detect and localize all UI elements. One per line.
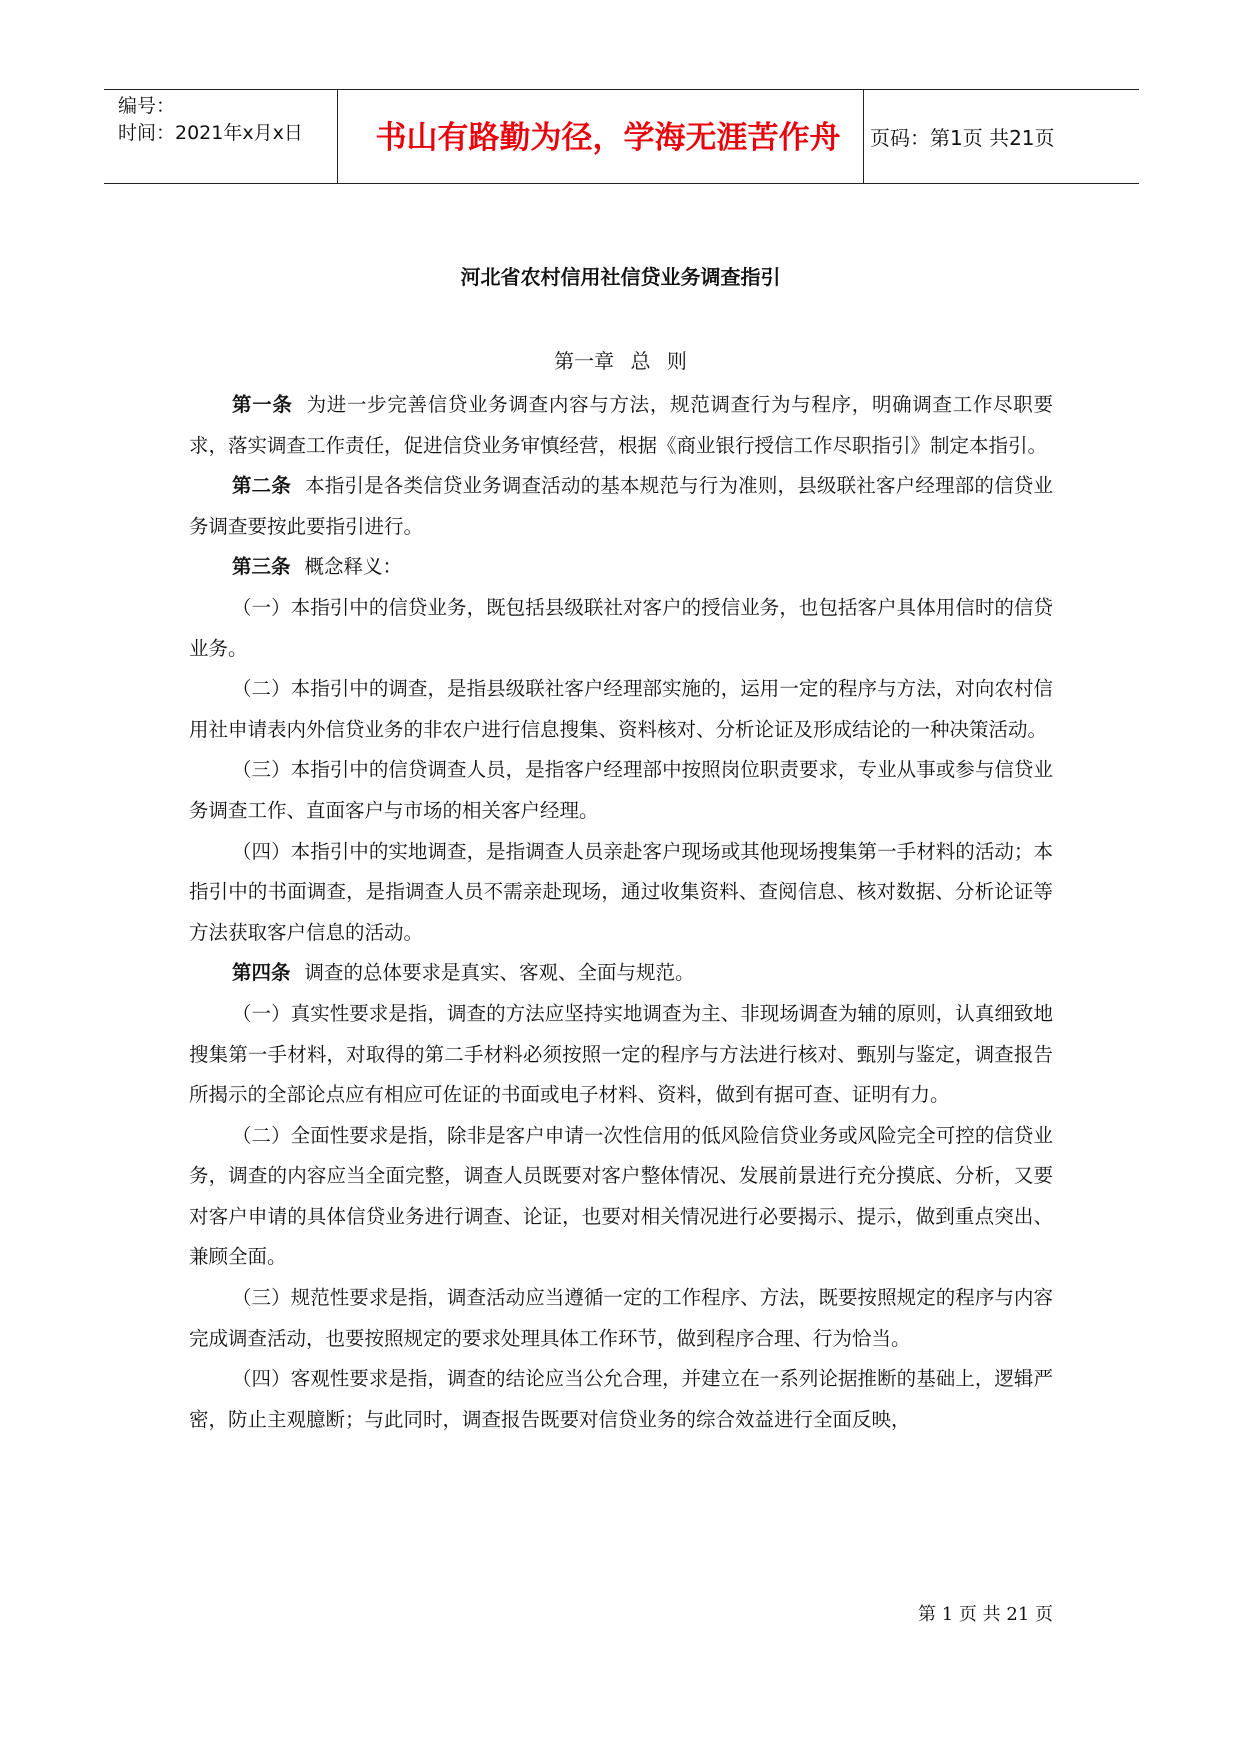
document-title: 河北省农村信用社信贷业务调查指引 — [460, 265, 781, 289]
header-motto: 书山有路勤为径，学海无涯苦作舟 — [375, 120, 841, 156]
paragraph-text: （二）全面性要求是指，除非是客户申请一次性信用的低风险信贷业务或风险完全可控的信贷业务，调查的内容应当全面完整，调查人员既要对客户整体情况、发展前景进行充分摸底、分析，又要对客户申请的具体信贷业务进行调查、论证，也要对相关情况进行必要揭示、提示，做到重点突出、兼顾全面。 — [189, 1123, 1053, 1269]
paragraph-text: 概念释义： — [304, 555, 403, 579]
paragraph — [189, 385, 1053, 466]
paragraph — [189, 588, 1053, 669]
article-number: 第四条 — [232, 961, 291, 985]
paragraph-text: （四）客观性要求是指，调查的结论应当公允合理，并建立在一系列论据推断的基础上，逻辑严密，防止主观臆断；与此同时，调查报告既要对信贷业务的综合效益进行全面反映， — [189, 1367, 1053, 1431]
header-divider — [863, 90, 864, 183]
paragraph — [189, 1359, 1053, 1440]
header-meta — [118, 93, 303, 147]
document-time: 时间：2021年x月x日 — [118, 122, 303, 144]
paragraph-text: 调查的总体要求是真实、客观、全面与规范。 — [304, 961, 695, 985]
paragraph-text: （一）本指引中的信贷业务，既包括县级联社对客户的授信业务，也包括客户具体用信时的信贷业务。 — [189, 595, 1053, 660]
chapter-heading: 第一章 总 则 — [554, 349, 687, 373]
paragraph-text: （三）规范性要求是指，调查活动应当遵循一定的工作程序、方法，既要按照规定的程序与内容完成调查活动，也要按照规定的要求处理具体工作环节，做到程序合理、行为恰当。 — [189, 1286, 1053, 1350]
paragraph-text: （一）真实性要求是指，调查的方法应坚持实地调查为主、非现场调查为辅的原则，认真细致地搜集第一手材料，对取得的第二手材料必须按照一定的程序与方法进行核对、甄别与鉴定，调查报告所揭示的全部论点应有相应可佐证的书面或电子材料、资料，做到有据可查、证明有力。 — [189, 1001, 1053, 1107]
paragraph-text: 为进一步完善信贷业务调查内容与方法，规范调查行为与程序，明确调查工作尽职要求，落实调查工作责任，促进信贷业务审慎经营，根据《商业银行授信工作尽职指引》制定本指引。 — [189, 393, 1053, 457]
paragraph — [189, 1116, 1053, 1278]
header-page-number: 页码：第1页 共21页 — [870, 126, 1055, 150]
paragraph — [189, 953, 1053, 994]
paragraph — [189, 669, 1053, 750]
header-divider — [337, 90, 338, 183]
paragraph — [189, 994, 1053, 1116]
article-number: 第一条 — [232, 393, 293, 416]
page-header — [104, 89, 1139, 184]
paragraph — [189, 750, 1053, 831]
document-body — [189, 385, 1053, 1440]
article-number: 第二条 — [232, 474, 292, 498]
paragraph-text: （四）本指引中的实地调查，是指调查人员亲赴客户现场或其他现场搜集第一手材料的活动；本指引中的书面调查，是指调查人员不需亲赴现场，通过收集资料、查阅信息、核对数据、分析论证等方法获取客户信息的活动。 — [189, 839, 1053, 944]
paragraph — [189, 547, 1053, 588]
paragraph — [189, 1278, 1053, 1359]
page-footer: 第 1 页 共 21 页 — [918, 1604, 1053, 1625]
paragraph-text: （三）本指引中的信贷调查人员，是指客户经理部中按照岗位职责要求，专业从事或参与信贷业务调查工作、直面客户与市场的相关客户经理。 — [189, 758, 1053, 822]
paragraph-text: （二）本指引中的调查，是指县级联社客户经理部实施的，运用一定的程序与方法，对向农村信用社申请表内外信贷业务的非农户进行信息搜集、资料核对、分析论证及形成结论的一种决策活动。 — [189, 677, 1053, 741]
paragraph — [189, 832, 1053, 954]
article-number: 第三条 — [232, 555, 291, 579]
paragraph — [189, 466, 1053, 547]
paragraph-text: 本指引是各类信贷业务调查活动的基本规范与行为准则，县级联社客户经理部的信贷业务调查要按此要指引进行。 — [189, 474, 1053, 538]
document-number-label: 编号： — [118, 95, 176, 117]
